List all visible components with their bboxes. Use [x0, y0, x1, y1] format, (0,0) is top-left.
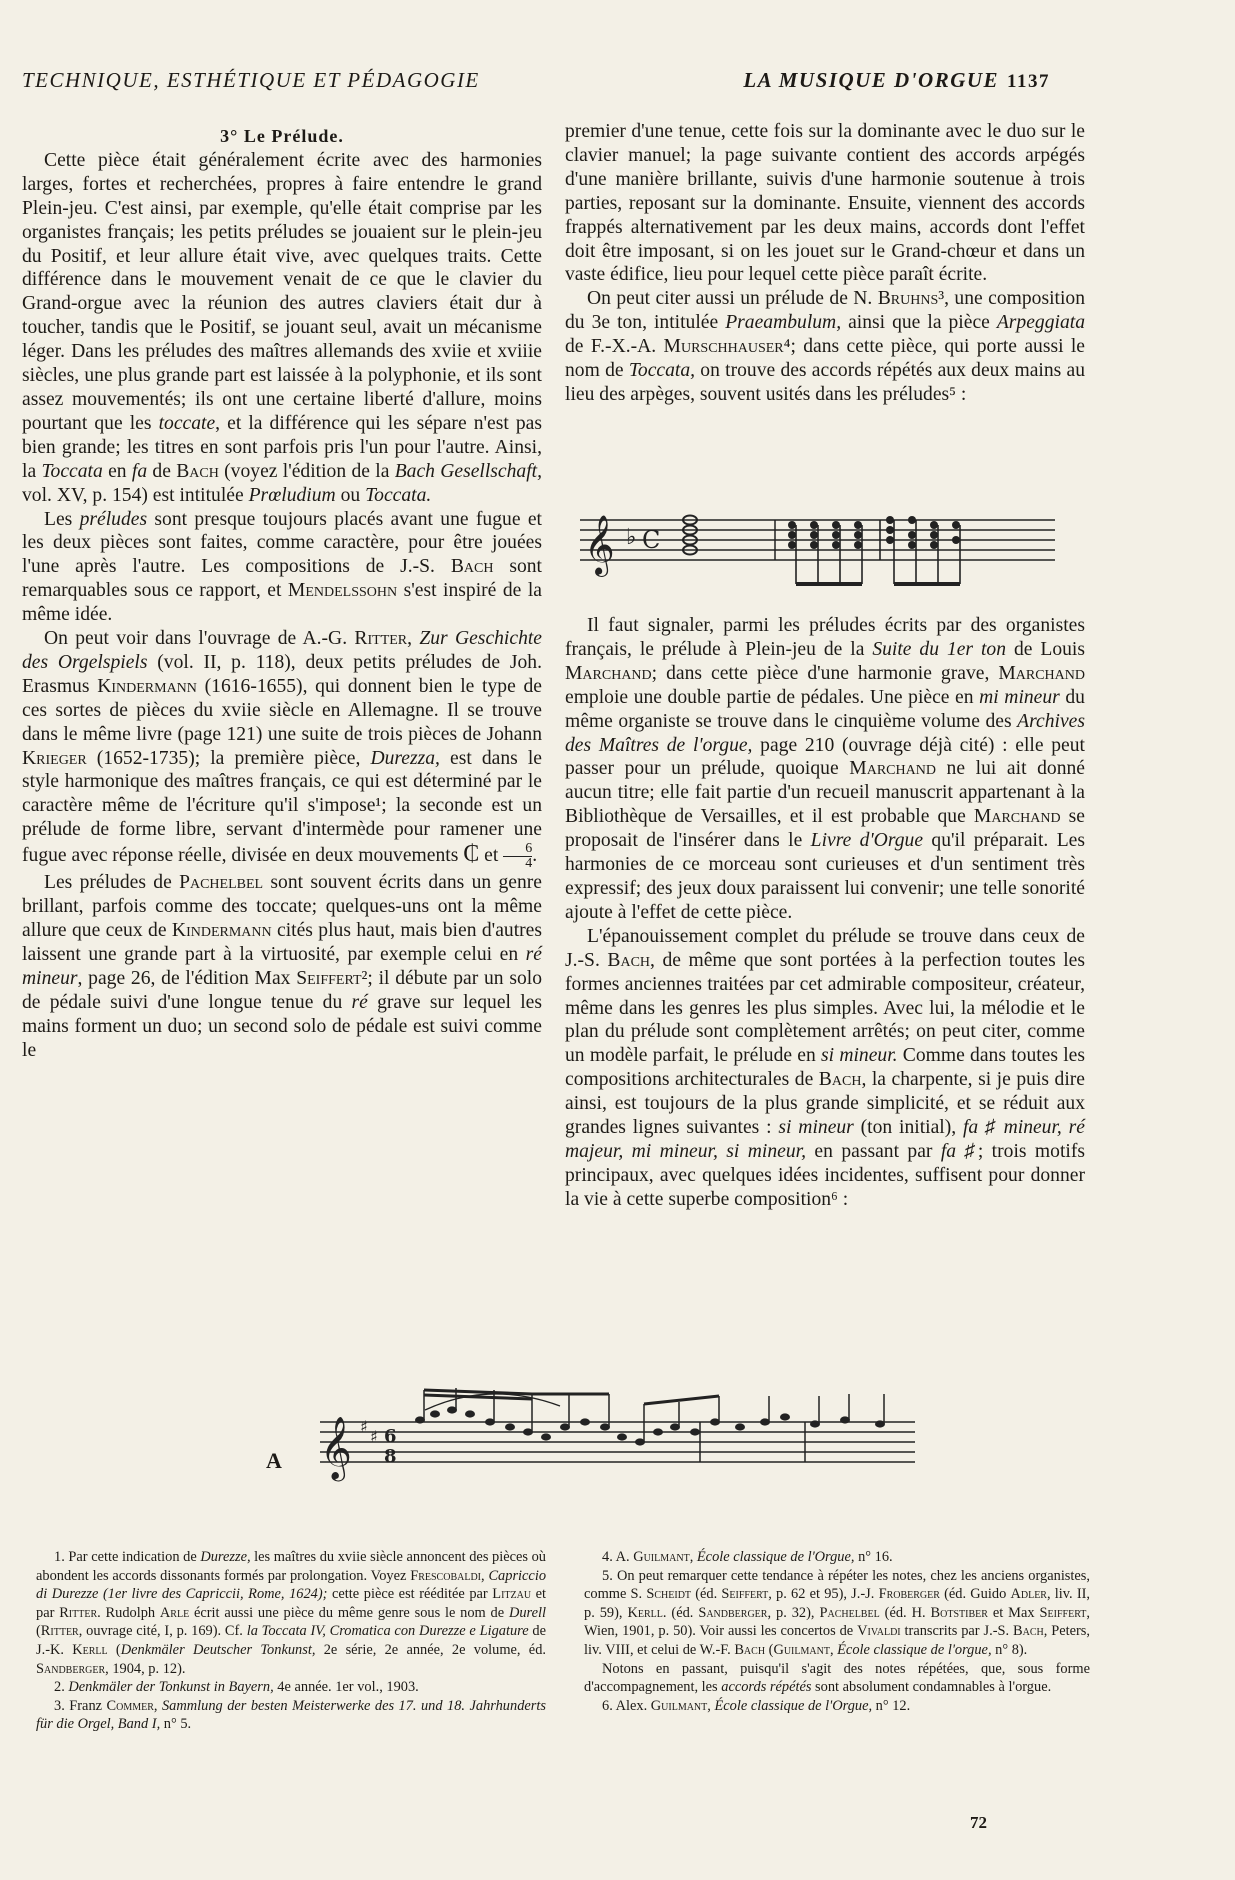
music-example-repeated-chords [580, 498, 1060, 594]
running-header [22, 68, 1050, 108]
sharp-sign-icon: ♯ [370, 1427, 378, 1446]
meter-fraction: $\frac{6}{4}$ [503, 842, 532, 871]
paragraph: L'épanouissement complet du prélude se trouve dans ceux de J.-S. Bach, de même que sont portées à la perfection toutes les formes anciennes traitées par cet admirable compositeur, créateur, même dans les genres les plus simples. Avec lui, la mélodie et le plan du prélude sont complètement arrêtés; on peut citer, comme un modèle parfait, le prélude en si mineur. Comme dans toutes les compositions architecturales de Bach, la charpente, si je puis dire ainsi, est toujours de la plus grande simplicité, et se réduit aux grandes lignes suivantes : si mineur (ton initial), fa ♯ mineur, ré majeur, mi mineur, si mineur, en passant par fa ♯; trois motifs principaux, avec quelques idées incidentes, suffisent pour donner la vie à cette superbe composition⁶ : [565, 925, 1086, 1210]
music-example-label: A [266, 1448, 282, 1473]
paragraph: Il faut signaler, parmi les préludes écrits par des organistes français, le prélude à Plein-jeu de la Suite du 1er ton de Louis Marchand; dans cette pièce d'une harmonie grave, Marchand emploie une double partie de pédales. Une pièce en mi mineur du même organiste se trouve dans le cinquième volume des Archives des Maîtres de l'orgue, page 210 (ouvrage déjà cité) : elle peut passer pour un prélude, quoique Marchand ne lui ait donné aucun titre; elle fait partie d'un recueil manuscrit appartenant à la Bibliothèque de Versailles, et il est probable que Marchand se proposait de l'insérer dans le Livre d'Orgue qu'il préparait. Les harmonies de ce morceau sont curieuses et d'un sentiment très expressif; des jeux doux paraissent lui convenir; une telle sonorité ajoute à l'effet de cette pièce. [565, 615, 1085, 923]
right-column-bottom [565, 614, 1085, 1212]
paragraph: Les préludes de Pachelbel sont souvent écrits dans un genre brillant, parfois comme des toccate; quelques-uns ont la même allure que ceux de Kindermann cités plus haut, mais bien d'autres laissent une grande part à la virtuosité, par exemple celui en ré mineur, page 26, de l'édition Max Seiffert²; il débute par un solo de pédale suivi d'une longue tenue du ré grave sur lequel les mains forment un duo; un second solo de pédale est suivi comme le [22, 872, 542, 1061]
time-signature-bottom: 8 [384, 1446, 397, 1467]
meter-cut-time-symbol: ₵ [463, 841, 480, 868]
music-example-motif-a [260, 1380, 920, 1490]
footnote-5: 5. On peut remarquer cette tendance à répéter les notes, chez les anciens organistes, comme S. Scheidt (éd. Seiffert, p. 62 et 95), J.-J. Froberger (éd. Guido Adler, liv. II, p. 59), Kerll. (éd. Sandberger, p. 32), Pachelbel (éd. H. Botstiber et Max Seiffert, Wien, 1901, p. 50). Voir aussi les concertos de Vivaldi transcrits par J.-S. Bach, Peters, liv. VIII, et celui de W.-F. Bach (Guilmant, École classique de l'orgue, n° 8). [584, 1567, 1091, 1658]
staff-lines [320, 1422, 915, 1462]
footnote-3: 3. Franz Commer, Sammlung der besten Meisterwerke des 17. und 18. Jahrhunderts für die Orgel, Band I, n° 5. [36, 1697, 546, 1733]
paragraph: On peut voir dans l'ouvrage de A.-G. Ritter, Zur Geschichte des Orgelspiels (vol. II, p. 118), deux petits préludes de Joh. Erasmus Kindermann (1616-1655), qui donnent bien le type de ces sortes de pièces du xviie siècle en Allemagne. Il se trouve dans le même livre (page 121) une suite de trois pièces de Johann Krieger (1652-1735); la première pièce, Durezza, est dans le style harmonique des maîtres français, ce qui est déterminé par le caractère même de l'écriture qu'il s'impose¹; la seconde est un prélude de forme libre, servant d'intermède pour ramener une fugue avec réponse réelle, divisée en deux mouvements ₵ et $\frac{6}{4}$ . [22, 628, 543, 872]
sharp-sign-icon: ♯ [360, 1417, 368, 1436]
treble-clef-icon: 𝄞 [320, 1416, 352, 1479]
header-right-title [743, 68, 1050, 93]
left-column [22, 125, 542, 1062]
footnote-4: 4. A. Guilmant, École classique de l'Orgue, n° 16. [602, 1549, 893, 1565]
repeated-chords [788, 516, 960, 549]
right-column-top [565, 120, 1085, 407]
footnote-6: 6. Alex. Guilmant, École classique de l'Orgue, n° 12. [602, 1697, 911, 1714]
flat-sign-icon: ♭ [626, 525, 637, 550]
time-signature-top: 6 [384, 1426, 397, 1447]
footnote-1: 1. Par cette indication de Durezze, les maîtres du xviie siècle annoncent des pièces où abondent les accords dissonants formés par prolongation. Voyez Frescobaldi, Capriccio di Durezze (1er livre des Capriccii, Rome, 1624); cette pièce est rééditée par Litzau et par Ritter. Rudolph Arle écrit aussi une pièce du même genre sous le nom de Durell (Ritter, ouvrage cité, I, p. 169). Cf. la Toccata IV, Cromatica con Durezze e Ligature de J.-K. Kerll (Denkmäler Deutscher Tonkunst, 2e série, 2e année, 2e volume, éd. Sandberger, 1904, p. 12). [36, 1549, 547, 1677]
whole-chord [683, 516, 697, 555]
signature-mark: 72 [970, 1813, 987, 1832]
paragraph: premier d'une tenue, cette fois sur la dominante avec le duo sur le clavier manuel; la page suivante contient des accords arpégés d'une manière brillante, suivis d'une harmonie soutenue à trois parties, reposant sur la dominante. Ensuite, viennent des accords frappés alternativement par les deux mains, accords dont l'effet doit être imposant, si on les jouet sur le Grand-chœur et dans un vaste édifice, lieu pour lequel cette pièce paraît écrite. [565, 121, 1085, 286]
footnote-2: 2. Denkmäler der Tonkunst in Bayern, 4e année. 1er vol., 1903. [54, 1679, 419, 1696]
paragraph: On peut citer aussi un prélude de N. Bruhns³, une composition du 3e ton, intitulée Praeambulum, ainsi que la pièce Arpeggiata de F.-X.-A. Murschhauser⁴; dans cette pièce, qui porte aussi le nom de Toccata, on trouve des accords répétés aux deux mains au lieu des arpèges, souvent usités dans les préludes⁵ : [565, 288, 1086, 405]
header-left-title: TECHNIQUE, ESTHÉTIQUE ET PÉDAGOGIE [22, 68, 480, 92]
header-right-text: LA MUSIQUE D'ORGUE [743, 68, 1000, 92]
page-number: 1137 [1007, 71, 1050, 92]
footnotes-left [36, 1548, 546, 1734]
common-time-icon: C [642, 526, 661, 554]
footnote-5-note: Notons en passant, puisqu'il s'agit des notes répétées, que, sous forme d'accompagnement, les accords répétés sont absolument condamnables à l'orgue. [584, 1660, 1090, 1696]
footnotes-right [584, 1548, 1090, 1715]
treble-clef-icon: 𝄞 [584, 515, 615, 575]
paragraph: Cette pièce était généralement écrite avec des harmonies larges, fortes et recherchées, propres à faire entendre le grand Plein-jeu. C'est ainsi, par exemple, qu'elle était comprise par les organistes français; les petits préludes se jouaient sur le plein-jeu du Positif, et leur allure était vive, avec quelques traits. Cette différence dans le mouvement venait de ce que le clavier du Grand-orgue avec la réunion des autres claviers était dur à toucher, tandis que le Positif, se jouant seul, avait un mécanisme léger. Dans les préludes des maîtres allemands des xviie et xviiie siècles, une plus grande part est laissée à la polyphonie, et ils sont assez mouvementés; ils ont une certaine liberté d'allure, moins pourtant que les toccate, et la différence qui les sépare n'est pas bien grande; les titres en sont parfois pris l'un pour l'autre. Ainsi, la Toccata en fa de Bach (voyez l'édition de la Bach Gesellschaft, vol. XV, p. 154) est intitulée Prœludium ou Toccata. [22, 149, 543, 506]
section-title: 3° Le Prélude. [220, 126, 344, 146]
paragraph: Les préludes sont presque toujours placés avant une fugue et les deux pièces sont faites, comme caractère, pour être jouées l'une après l'autre. Les compositions de J.-S. Bach sont remarquables sous ce rapport, et Mendelssohn s'est inspiré de la même idée. [22, 508, 542, 626]
